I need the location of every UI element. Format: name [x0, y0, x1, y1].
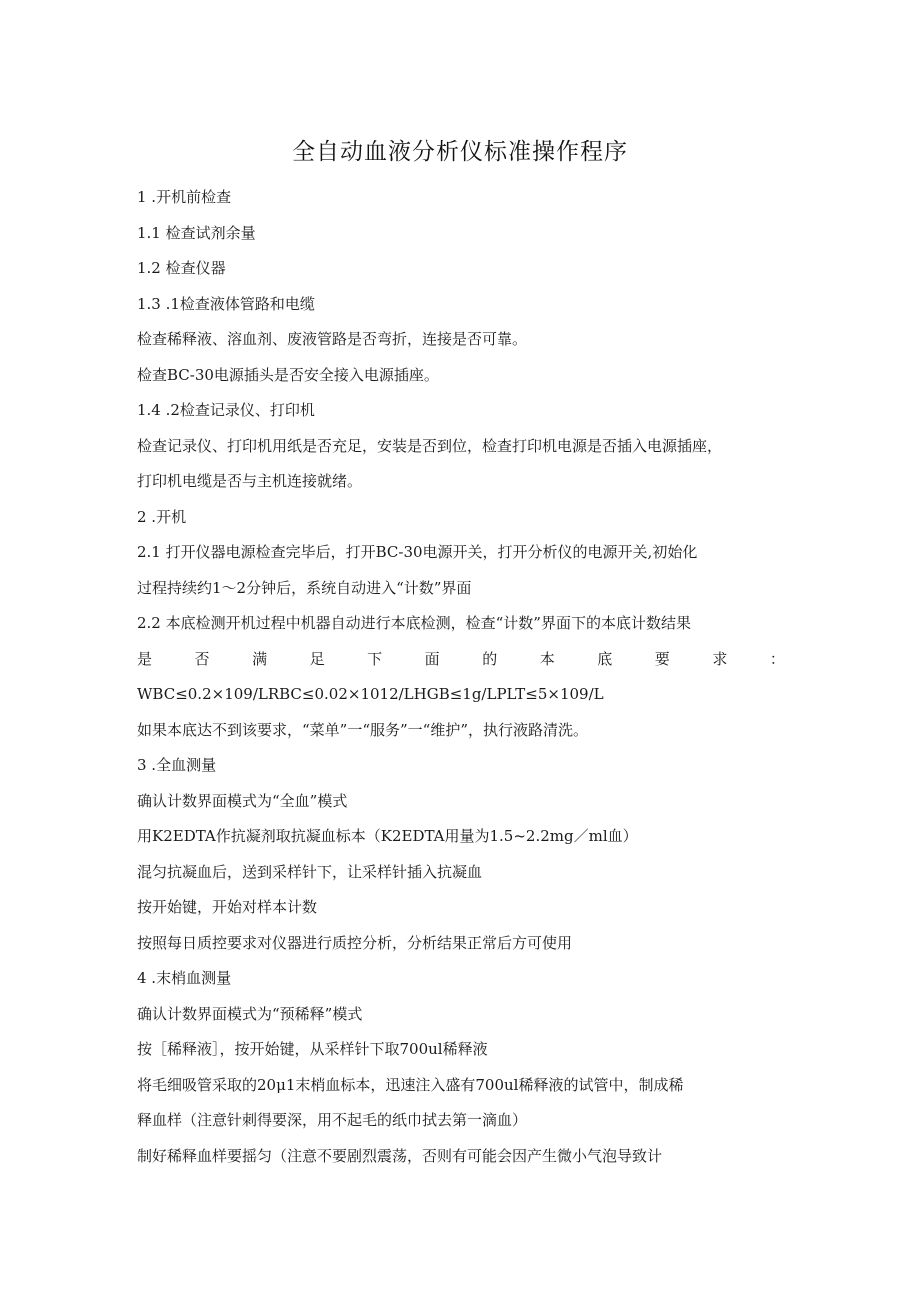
section-heading: 2 .开机 — [137, 507, 187, 526]
paragraph-line: 检查记录仪、打印机用纸是否充足，安装是否到位，检查打印机电源是否插入电源插座， — [137, 436, 723, 455]
paragraph-line: 按开始键，开始对样本计数 — [137, 898, 318, 916]
paragraph-line: 2.2 本底检测开机过程中机器自动进行本底检测，检查“计数”界面下的本底计数结果 — [137, 614, 691, 632]
section-heading: 1 .开机前检查 — [137, 188, 232, 206]
paragraph-line: 过程持续约1～2分钟后，系统自动进入“计数”界面 — [137, 578, 472, 597]
spread-char: 求 — [712, 649, 728, 668]
spread-char: 足 — [309, 649, 325, 668]
paragraph-line: 用K2EDTA作抗凝剂取抗凝血标本（K2EDTA用量为1.5~2.2mg／ml血） — [137, 827, 638, 845]
spread-char: 要 — [654, 649, 670, 668]
spread-char: 下 — [367, 649, 383, 668]
paragraph-line: 按照每日质控要求对仪器进行质控分析，分析结果正常后方可使用 — [137, 933, 573, 952]
spread-char: 满 — [252, 649, 268, 668]
spread-char: 底 — [597, 649, 613, 668]
document-body — [137, 180, 785, 1174]
spread-char: 面 — [424, 649, 440, 668]
paragraph-line: 确认计数界面模式为“全血”模式 — [137, 791, 348, 810]
document-title: 全自动血液分析仪标准操作程序 — [292, 139, 628, 165]
paragraph-line: 2.1 打开仪器电源检查完毕后，打开BC-30电源开关，打开分析仪的电源开关,初始化 — [137, 543, 698, 561]
section-heading: 3 .全血测量 — [137, 756, 217, 774]
section-heading: 4 .末梢血测量 — [137, 969, 232, 987]
paragraph-line: 打印机电缆是否与主机连接就绪。 — [137, 472, 363, 490]
paragraph-line: 将毛细吸管采取的20μ1末梢血标本，迅速注入盛有700ul稀释液的试管中，制成稀 — [137, 1075, 684, 1094]
paragraph-line: 按［稀释液］，按开始键，从采样针下取700ul稀释液 — [137, 1040, 488, 1058]
spread-char: 本 — [539, 649, 555, 668]
paragraph-line: 检查BC-30电源插头是否安全接入电源插座。 — [137, 365, 439, 384]
spread-char: ： — [769, 649, 785, 668]
subsection-heading: 1.4 .2检查记录仪、打印机 — [137, 401, 315, 419]
spread-char: 的 — [482, 649, 498, 668]
reference-values-line: WBC≤0.2×109/LRBC≤0.02×1012/LHGB≤1g/LPLT≤5×109/L — [137, 685, 604, 703]
paragraph-line: 检查稀释液、溶血剂、废液管路是否弯折，连接是否可靠。 — [137, 330, 528, 348]
paragraph-line: 混匀抗凝血后，送到采样针下，让采样针插入抗凝血 — [137, 862, 483, 881]
subsection-heading: 1.2 检查仪器 — [137, 259, 226, 277]
subsection-heading: 1.3 .1检查液体管路和电缆 — [137, 294, 315, 313]
paragraph-line: 确认计数界面模式为“预稀释”模式 — [137, 1004, 363, 1023]
paragraph-line: 制好稀释血样要摇匀（注意不要剧烈震荡，否则有可能会因产生微小气泡导致计 — [137, 1146, 663, 1165]
paragraph-line: 释血样（注意针刺得要深，用不起毛的纸巾拭去第一滴血） — [137, 1111, 528, 1129]
subsection-heading: 1.1 检查试剂余量 — [137, 223, 256, 242]
spread-paragraph-line — [137, 642, 785, 678]
spread-char: 是 — [137, 649, 153, 668]
spread-char: 否 — [194, 649, 210, 668]
paragraph-line: 如果本底达不到该要求，“菜单”一“服务”一“维护”，执行液路清洗。 — [137, 720, 589, 739]
